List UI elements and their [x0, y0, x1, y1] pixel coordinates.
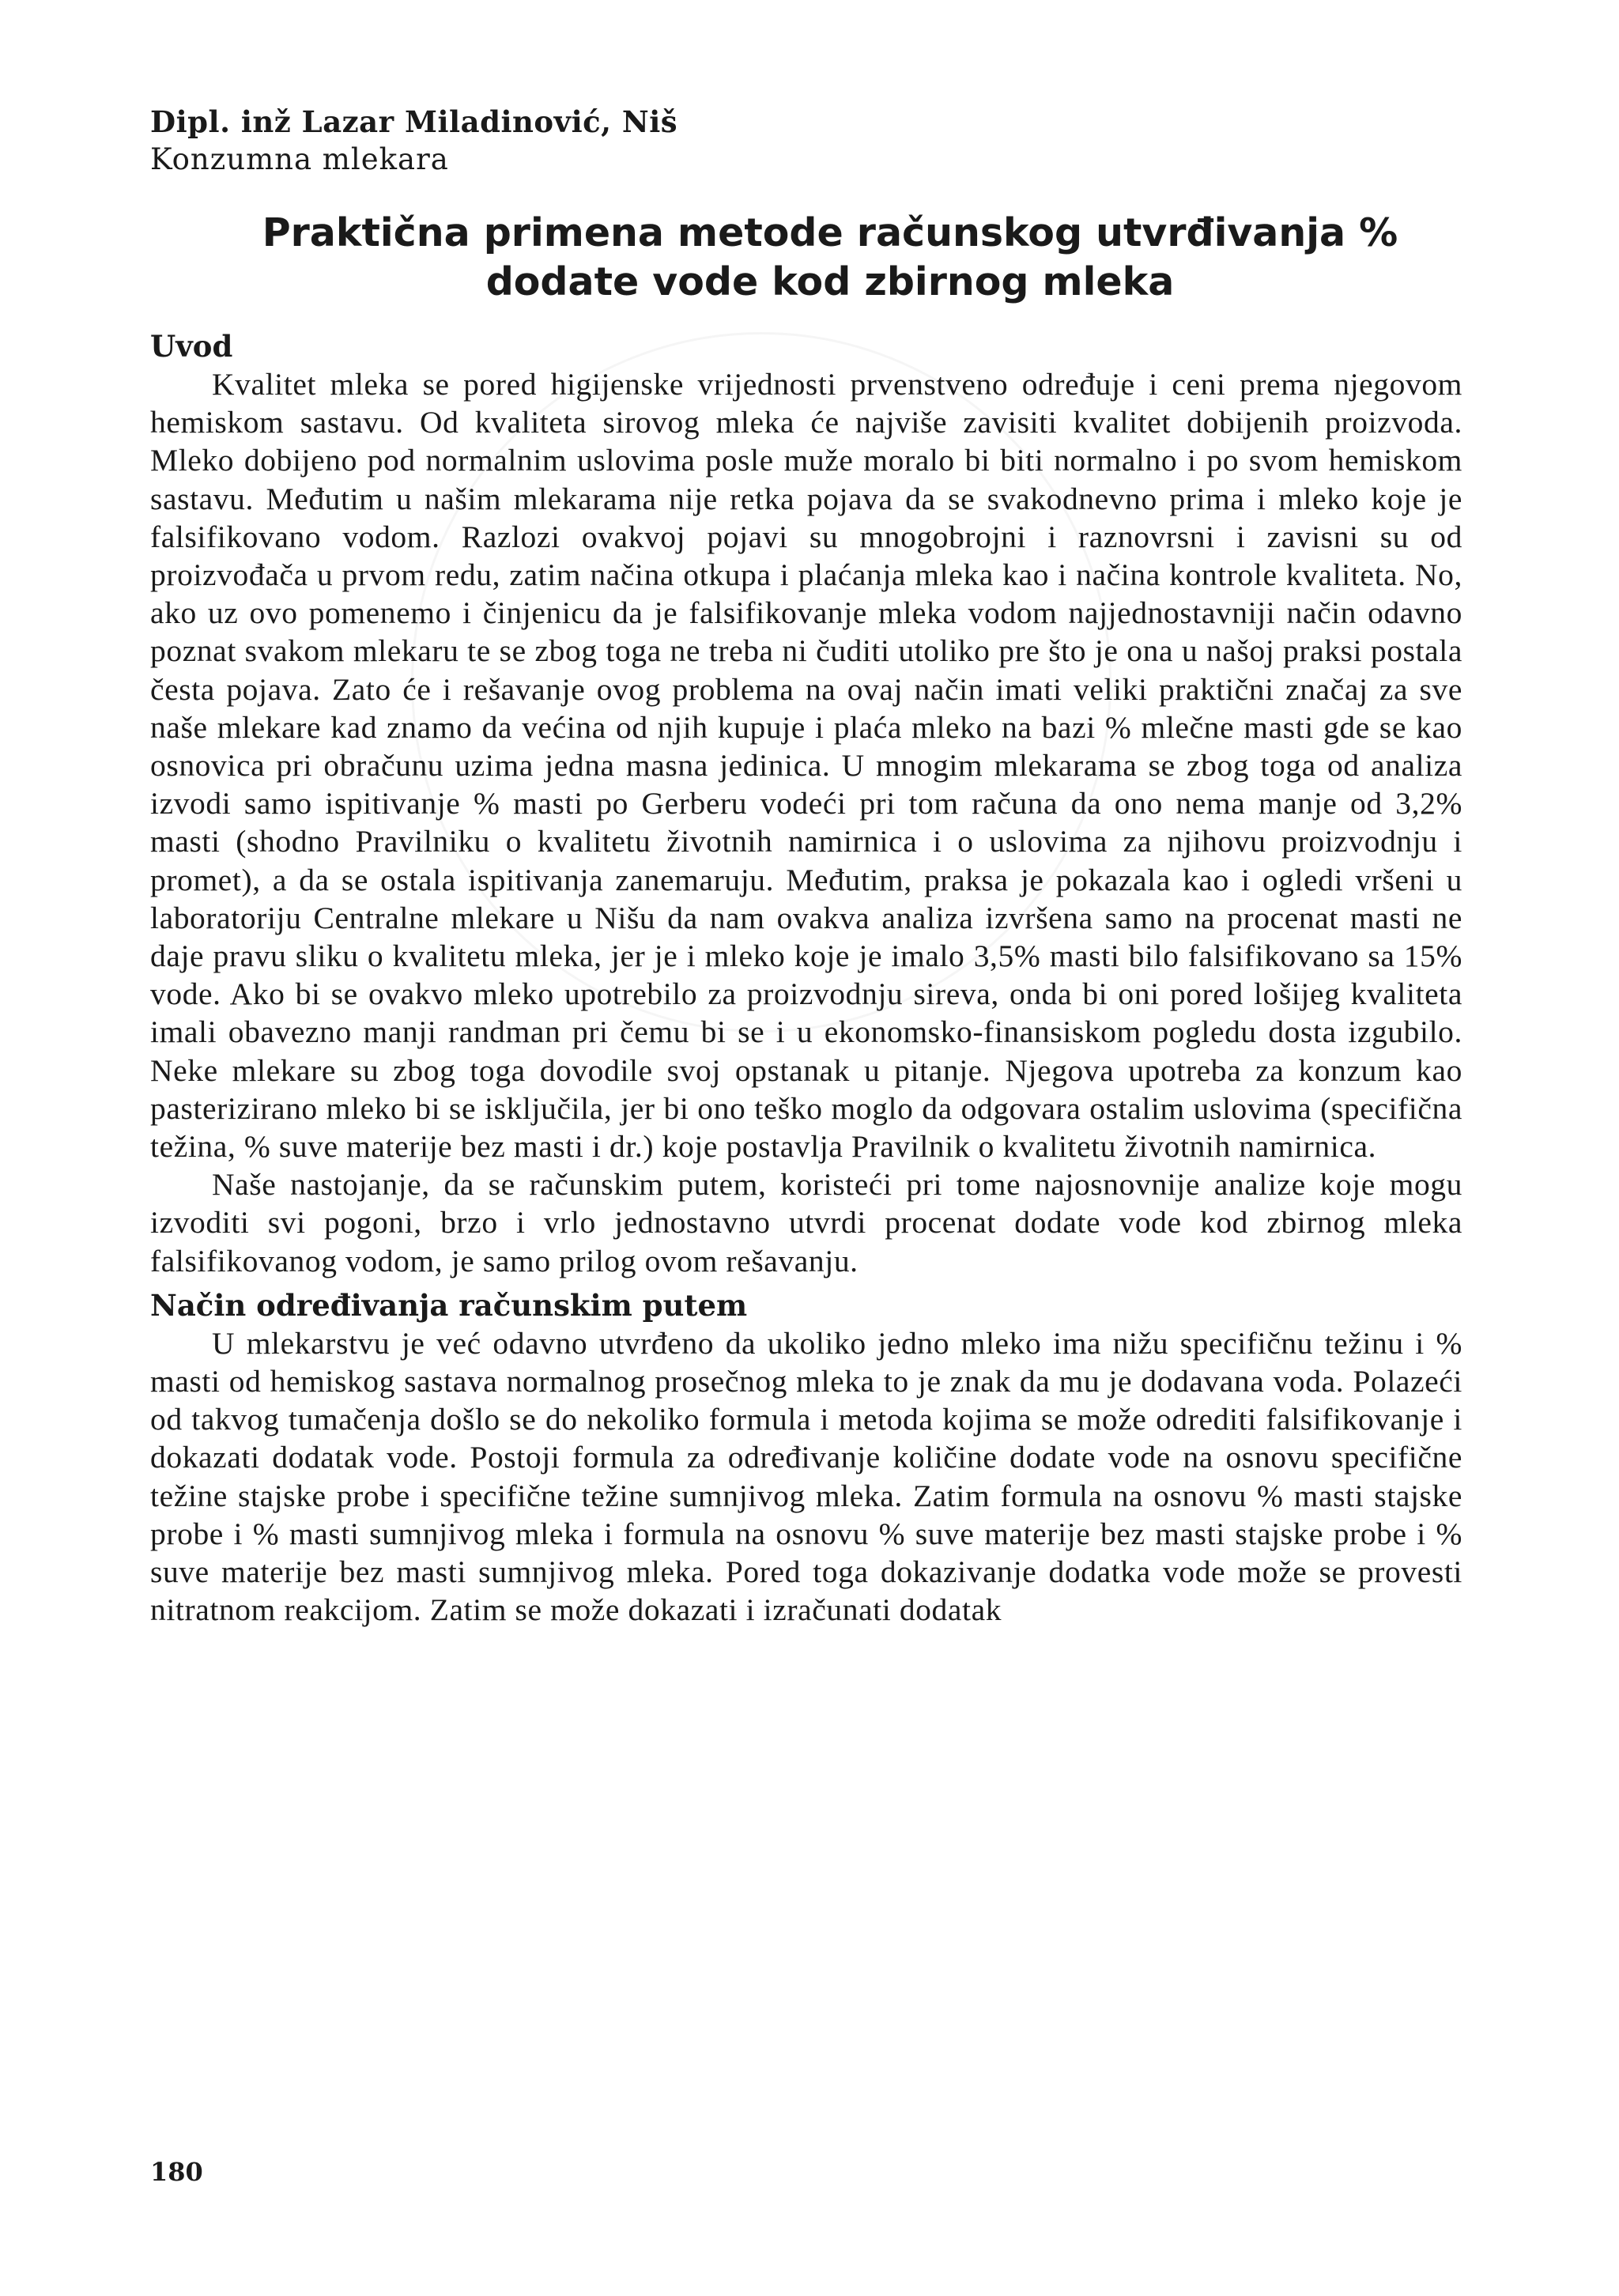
page-number: 180	[150, 2157, 203, 2187]
method-paragraph-1: U mlekarstvu je već odavno utvrđeno da ukoliko jedno mleko ima nižu specifičnu težinu i % masti od hemiskog sastava normalnog prosečnog mleka to je znak da mu je dodavana voda. Polazeći od takvog tumačenja došlo se do nekoliko formula i metoda kojima se može odrediti falsifikovanje i dokazati dodatak vode. Postoji formula za određivanje količine dodate vode na osnovu specifične težine stajske probe i specifične težine sumnjivog mleka. Zatim formula na osnovu % masti stajske probe i % masti sumnjivog mleka i formula na osnovu % suve materije bez masti stajske probe i % suve materije bez masti sumnjivog mleka. Pored toga dokazivanje dodatka vode može se provesti nitratnom reakcijom. Zatim se može dokazati i izračunati dodatak	[150, 1325, 1462, 1628]
article-title-line-1: Praktična primena metode računskog utvrđivanja %	[262, 210, 1398, 255]
section-heading-intro: Uvod	[150, 329, 233, 364]
section-heading-method: Način određivanja računskim putem	[150, 1287, 748, 1323]
intro-paragraph-1: Kvalitet mleka se pored higijenske vrijednosti prvenstveno određuje i ceni prema njegovom hemiskom sastavu. Od kvaliteta sirovog mleka će najviše zavisiti kvalitet dobijenih proizvoda. Mleko dobijeno pod normalnim uslovima posle muže moralo bi biti normalno i po svom hemiskom sastavu. Međutim u našim mlekarama nije retka pojava da se svakodnevno prima i mleko koje je falsifikovano vodom. Razlozi ovakvoj pojavi su mnogobrojni i raznovrsni i zavisni su od proizvođača u prvom redu, zatim načina otkupa i plaćanja mleka kao i načina kontrole kvaliteta. No, ako uz ovo pomenemo i činjenicu da je falsifikovanje mleka vodom najjednostavniji način odavno poznat svakom mlekaru te se zbog toga ne treba ni čuditi utoliko pre što je ona u našoj praksi postala česta pojava. Zato će i rešavanje ovog problema na ovaj način imati veliki praktični značaj za sve naše mlekare kad znamo da većina od njih kupuje i plaća mleko na bazi % mlečne masti gde se kao osnovica pri obračunu uzima jedna masna jedinica. U mnogim mlekarama se zbog toga od analiza izvodi samo ispitivanje % masti po Gerberu vodeći pri tom računa da ono nema manje od 3,2% masti (shodno Pravilniku o kvalitetu životnih namirnica i o uslovima za njihovu proizvodnju i promet), a da se ostala ispitivanja zanemaruju. Međutim, praksa je pokazala kao i ogledi vršeni u laboratoriju Centralne mlekare u Nišu da nam ovakva analiza izvršena samo na procenat masti ne daje pravu sliku o kvalitetu mleka, jer je i mleko koje je imalo 3,5% masti bilo falsifikovano sa 15% vode. Ako bi se ovakvo mleko upotrebilo za proizvodnju sireva, onda bi oni pored lošijeg kvaliteta imali obavezno manji randman pri čemu bi se i u ekonomsko-finansiskom pogledu dosta izgubilo. Neke mlekare su zbog toga dovodile svoj opstanak u pitanje. Njegova upotreba za konzum kao pasterizirano mleko bi se isključila, jer bi ono teško moglo da odgovara ostalim uslovima (specifična težina, % suve materije bez masti i dr.) koje postavlja Pravilnik o kvalitetu životnih namirnica.	[150, 367, 1462, 1165]
document-page	[150, 103, 1462, 2237]
author-line: Dipl. inž Lazar Miladinović, Niš	[150, 104, 678, 139]
article-title-line-2: dodate vode kod zbirnog mleka	[485, 259, 1175, 304]
article-title	[150, 209, 1462, 307]
intro-paragraph-2: Naše nastojanje, da se računskim putem, koristeći pri tome najosnovnije analize koje mogu izvoditi svi pogoni, brzo i vrlo jednostavno utvrdi procenat dodate vode kod zbirnog mleka falsifikovanog vodom, je samo prilog ovom rešavanju.	[150, 1167, 1462, 1278]
author-affiliation: Konzumna mlekara	[150, 142, 449, 176]
